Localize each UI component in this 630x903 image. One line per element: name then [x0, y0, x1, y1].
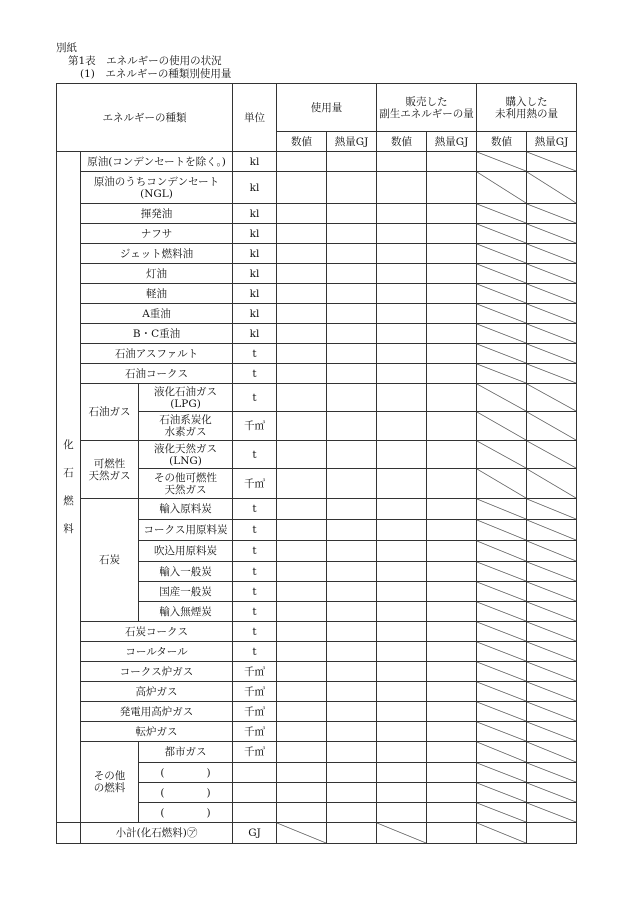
subheader-usage-value: 数値 [277, 132, 327, 152]
row-21-purchased-heat [527, 622, 577, 642]
row-23-purchased-heat [527, 662, 577, 682]
row-27-purchased-heat [527, 742, 577, 763]
row-11-sold-value[interactable] [377, 384, 427, 412]
row-20-purchased-heat [527, 602, 577, 622]
row-1-name-line: 原油のうちコンデンセート [93, 175, 220, 188]
group-other-fuels-line: の燃料 [93, 782, 126, 794]
row-16-energy-name: コークス用原料炭 [139, 520, 233, 541]
row-7-purchased-heat [527, 304, 577, 324]
row-26-purchased-heat [527, 722, 577, 742]
row-18-usage-value[interactable] [277, 562, 327, 582]
row-11-usage-heat[interactable] [327, 384, 377, 412]
row-5-usage-heat[interactable] [327, 264, 377, 284]
row-18-usage-heat[interactable] [327, 562, 377, 582]
row-7-sold-value[interactable] [377, 304, 427, 324]
row-11-name-line: (LPG) [170, 397, 201, 410]
row-20-energy-name: 輸入無煙炭 [139, 602, 233, 622]
row-10-sold-value[interactable] [377, 364, 427, 384]
header-usage: 使用量 [277, 84, 377, 132]
row-3-purchased-value [477, 224, 527, 244]
row-9-usage-heat[interactable] [327, 344, 377, 364]
row-8-unit: kl [233, 324, 277, 344]
row-8-energy-name: B・C重油 [81, 324, 233, 344]
row-26-sold-heat[interactable] [427, 722, 477, 742]
row-9-sold-value[interactable] [377, 344, 427, 364]
row-7-purchased-value [477, 304, 527, 324]
row-1-purchased-heat [527, 172, 577, 204]
row-0-usage-value[interactable] [277, 152, 327, 172]
row-30-unit [233, 803, 277, 823]
row-3-usage-value[interactable] [277, 224, 327, 244]
header-unit: 単位 [233, 84, 277, 152]
row-3-sold-heat[interactable] [427, 224, 477, 244]
subheader-sold-value: 数値 [377, 132, 427, 152]
row-28-usage-value[interactable] [277, 763, 327, 783]
row-9-unit: t [233, 344, 277, 364]
row-5-sold-heat[interactable] [427, 264, 477, 284]
row-10-energy-name: 石油コークス [81, 364, 233, 384]
row-7-usage-heat[interactable] [327, 304, 377, 324]
row-15-purchased-heat [527, 499, 577, 520]
row-11-purchased-value [477, 384, 527, 412]
group-other-fuels [81, 742, 139, 823]
row-21-sold-heat[interactable] [427, 622, 477, 642]
row-9-purchased-heat [527, 344, 577, 364]
section-subtitle: (1) エネルギーの種類別使用量 [80, 68, 232, 80]
row-5-usage-value[interactable] [277, 264, 327, 284]
fossil-fuel-label [57, 152, 81, 823]
row-16-usage-heat[interactable] [327, 520, 377, 541]
header-energy-type: エネルギーの種類 [57, 84, 233, 152]
row-10-purchased-value [477, 364, 527, 384]
header-purchased-heat [477, 84, 577, 132]
row-8-purchased-heat [527, 324, 577, 344]
row-30-usage-value[interactable] [277, 803, 327, 823]
row-23-energy-name: コークス炉ガス [81, 662, 233, 682]
row-13-name-line: (LNG) [169, 454, 202, 467]
row-22-sold-heat[interactable] [427, 642, 477, 662]
row-14-sold-value[interactable] [377, 469, 427, 499]
row-1-energy-name [81, 172, 233, 204]
row-1-name-line: (NGL) [140, 187, 173, 200]
row-21-sold-value[interactable] [377, 622, 427, 642]
row-14-name-line: 天然ガス [164, 483, 207, 496]
row-30-purchased-value [477, 803, 527, 823]
row-19-sold-heat[interactable] [427, 582, 477, 602]
row-28-energy-name: ( ) [139, 763, 233, 783]
row-22-usage-heat[interactable] [327, 642, 377, 662]
group-coal: 石炭 [81, 499, 139, 622]
row-28-usage-heat[interactable] [327, 763, 377, 783]
row-23-sold-heat[interactable] [427, 662, 477, 682]
row-14-usage-heat[interactable] [327, 469, 377, 499]
row-25-usage-value[interactable] [277, 702, 327, 722]
row-4-purchased-heat [527, 244, 577, 264]
row-28-purchased-heat [527, 763, 577, 783]
row-12-sold-value[interactable] [377, 412, 427, 441]
row-25-sold-value[interactable] [377, 702, 427, 722]
row-4-energy-name: ジェット燃料油 [81, 244, 233, 264]
row-1-usage-heat[interactable] [327, 172, 377, 204]
row-11-usage-value[interactable] [277, 384, 327, 412]
row-subtotal-usage-heat[interactable] [327, 823, 377, 844]
subheader-usage-heat: 熱量GJ [327, 132, 377, 152]
row-14-purchased-value [477, 469, 527, 499]
row-0-energy-name: 原油(コンデンセートを除く。) [81, 152, 233, 172]
row-13-sold-heat[interactable] [427, 441, 477, 469]
row-4-usage-value[interactable] [277, 244, 327, 264]
row-28-unit [233, 763, 277, 783]
row-4-sold-heat[interactable] [427, 244, 477, 264]
row-23-usage-value[interactable] [277, 662, 327, 682]
group-other-fuels-line: その他 [93, 770, 126, 782]
row-10-usage-value[interactable] [277, 364, 327, 384]
row-25-purchased-heat [527, 702, 577, 722]
row-13-purchased-value [477, 441, 527, 469]
row-16-unit: t [233, 520, 277, 541]
row-12-name-line: 石油系炭化 [159, 414, 212, 426]
row-11-name-line: 液化石油ガス [154, 385, 217, 398]
row-23-purchased-value [477, 662, 527, 682]
row-24-purchased-heat [527, 682, 577, 702]
row-28-sold-heat[interactable] [427, 763, 477, 783]
row-4-unit: kl [233, 244, 277, 264]
row-10-unit: t [233, 364, 277, 384]
row-5-purchased-heat [527, 264, 577, 284]
row-26-usage-heat[interactable] [327, 722, 377, 742]
row-19-usage-value[interactable] [277, 582, 327, 602]
row-7-sold-heat[interactable] [427, 304, 477, 324]
row-26-usage-value[interactable] [277, 722, 327, 742]
row-3-unit: kl [233, 224, 277, 244]
row-15-unit: t [233, 499, 277, 520]
row-21-energy-name: 石炭コークス [81, 622, 233, 642]
row-21-unit: t [233, 622, 277, 642]
row-8-usage-value[interactable] [277, 324, 327, 344]
row-27-usage-value[interactable] [277, 742, 327, 763]
row-2-usage-value[interactable] [277, 204, 327, 224]
row-2-purchased-value [477, 204, 527, 224]
row-29-usage-value[interactable] [277, 783, 327, 803]
row-1-usage-value[interactable] [277, 172, 327, 204]
row-27-sold-value[interactable] [377, 742, 427, 763]
row-22-energy-name: コールタール [81, 642, 233, 662]
row-7-usage-value[interactable] [277, 304, 327, 324]
row-27-energy-name: 都市ガス [139, 742, 233, 763]
row-21-usage-heat[interactable] [327, 622, 377, 642]
row-15-usage-heat[interactable] [327, 499, 377, 520]
row-9-energy-name: 石油アスファルト [81, 344, 233, 364]
row-12-energy-name [139, 412, 233, 441]
row-30-usage-heat[interactable] [327, 803, 377, 823]
group-flammable-natural-gas-line: 天然ガス [88, 469, 131, 482]
row-14-sold-heat[interactable] [427, 469, 477, 499]
row-17-purchased-value [477, 541, 527, 562]
row-16-sold-heat[interactable] [427, 520, 477, 541]
row-19-sold-value[interactable] [377, 582, 427, 602]
row-16-sold-value[interactable] [377, 520, 427, 541]
header-sold-line2: 副生エネルギーの量 [379, 107, 474, 120]
row-28-purchased-value [477, 763, 527, 783]
row-20-usage-heat[interactable] [327, 602, 377, 622]
row-14-usage-value[interactable] [277, 469, 327, 499]
row-26-energy-name: 転炉ガス [81, 722, 233, 742]
row-2-energy-name: 揮発油 [81, 204, 233, 224]
row-4-sold-value[interactable] [377, 244, 427, 264]
row-2-purchased-heat [527, 204, 577, 224]
row-16-purchased-heat [527, 520, 577, 541]
row-7-unit: kl [233, 304, 277, 324]
row-13-sold-value[interactable] [377, 441, 427, 469]
row-18-purchased-heat [527, 562, 577, 582]
row-11-sold-heat[interactable] [427, 384, 477, 412]
row-26-purchased-value [477, 722, 527, 742]
row-subtotal-usage-value [277, 823, 327, 844]
row-25-purchased-value [477, 702, 527, 722]
row-8-sold-value[interactable] [377, 324, 427, 344]
row-27-sold-heat[interactable] [427, 742, 477, 763]
row-2-sold-value[interactable] [377, 204, 427, 224]
row-28-sold-value[interactable] [377, 763, 427, 783]
row-13-energy-name [139, 441, 233, 469]
row-16-usage-value[interactable] [277, 520, 327, 541]
row-3-purchased-heat [527, 224, 577, 244]
row-29-energy-name: ( ) [139, 783, 233, 803]
row-27-purchased-value [477, 742, 527, 763]
row-0-sold-heat[interactable] [427, 152, 477, 172]
row-24-usage-heat[interactable] [327, 682, 377, 702]
row-26-sold-value[interactable] [377, 722, 427, 742]
row-subtotal-purchased-heat[interactable] [527, 823, 577, 844]
row-12-sold-heat[interactable] [427, 412, 477, 441]
row-6-energy-name: 軽油 [81, 284, 233, 304]
row-3-energy-name: ナフサ [81, 224, 233, 244]
row-24-sold-heat[interactable] [427, 682, 477, 702]
row-18-energy-name: 輸入一般炭 [139, 562, 233, 582]
row-9-purchased-value [477, 344, 527, 364]
row-29-purchased-value [477, 783, 527, 803]
row-15-purchased-value [477, 499, 527, 520]
row-0-purchased-heat [527, 152, 577, 172]
row-6-unit: kl [233, 284, 277, 304]
row-19-unit: t [233, 582, 277, 602]
row-0-unit: kl [233, 152, 277, 172]
row-4-usage-heat[interactable] [327, 244, 377, 264]
subheader-sold-heat: 熱量GJ [427, 132, 477, 152]
row-10-purchased-heat [527, 364, 577, 384]
row-24-usage-value[interactable] [277, 682, 327, 702]
row-30-energy-name: ( ) [139, 803, 233, 823]
row-14-purchased-heat [527, 469, 577, 499]
row-24-unit: 千㎥ [233, 682, 277, 702]
row-19-purchased-heat [527, 582, 577, 602]
row-6-usage-heat[interactable] [327, 284, 377, 304]
row-25-usage-heat[interactable] [327, 702, 377, 722]
group-flammable-natural-gas [81, 441, 139, 499]
row-24-sold-value[interactable] [377, 682, 427, 702]
row-3-sold-value[interactable] [377, 224, 427, 244]
row-22-purchased-heat [527, 642, 577, 662]
row-15-sold-heat[interactable] [427, 499, 477, 520]
row-25-energy-name: 発電用高炉ガス [81, 702, 233, 722]
row-30-sold-heat[interactable] [427, 803, 477, 823]
row-20-usage-value[interactable] [277, 602, 327, 622]
row-0-sold-value[interactable] [377, 152, 427, 172]
row-6-purchased-value [477, 284, 527, 304]
row-13-unit: t [233, 441, 277, 469]
row-19-energy-name: 国産一般炭 [139, 582, 233, 602]
subtotal-unit: GJ [233, 823, 277, 844]
row-8-purchased-value [477, 324, 527, 344]
row-5-energy-name: 灯油 [81, 264, 233, 284]
row-12-usage-heat[interactable] [327, 412, 377, 441]
row-4-purchased-value [477, 244, 527, 264]
row-0-purchased-value [477, 152, 527, 172]
row-25-unit: 千㎥ [233, 702, 277, 722]
row-12-unit: 千㎥ [233, 412, 277, 441]
table-title: 第1表 エネルギーの使用の状況 [68, 55, 222, 67]
row-17-sold-value[interactable] [377, 541, 427, 562]
row-19-usage-heat[interactable] [327, 582, 377, 602]
row-26-unit: 千㎥ [233, 722, 277, 742]
row-19-purchased-value [477, 582, 527, 602]
row-5-purchased-value [477, 264, 527, 284]
row-11-energy-name [139, 384, 233, 412]
row-29-unit [233, 783, 277, 803]
row-8-sold-heat[interactable] [427, 324, 477, 344]
row-23-sold-value[interactable] [377, 662, 427, 682]
header-purchased-line1: 購入した [505, 95, 548, 108]
row-22-usage-value[interactable] [277, 642, 327, 662]
row-14-unit: 千㎥ [233, 469, 277, 499]
row-30-sold-value[interactable] [377, 803, 427, 823]
row-16-purchased-value [477, 520, 527, 541]
header-sold-byproduct [377, 84, 477, 132]
row-18-sold-value[interactable] [377, 562, 427, 582]
row-6-sold-value[interactable] [377, 284, 427, 304]
row-11-purchased-heat [527, 384, 577, 412]
subtotal-spacer [57, 823, 81, 844]
row-6-purchased-heat [527, 284, 577, 304]
row-1-purchased-value [477, 172, 527, 204]
row-21-usage-value[interactable] [277, 622, 327, 642]
subheader-purchased-heat: 熱量GJ [527, 132, 577, 152]
row-21-purchased-value [477, 622, 527, 642]
row-7-energy-name: A重油 [81, 304, 233, 324]
row-1-sold-value[interactable] [377, 172, 427, 204]
row-20-purchased-value [477, 602, 527, 622]
row-17-usage-value[interactable] [277, 541, 327, 562]
row-22-unit: t [233, 642, 277, 662]
row-3-usage-heat[interactable] [327, 224, 377, 244]
row-14-energy-name [139, 469, 233, 499]
fossil-fuel-char: 料 [63, 523, 74, 535]
row-13-name-line: 液化天然ガス [154, 442, 217, 455]
row-0-usage-heat[interactable] [327, 152, 377, 172]
row-9-usage-value[interactable] [277, 344, 327, 364]
row-5-sold-value[interactable] [377, 264, 427, 284]
row-subtotal-purchased-value [477, 823, 527, 844]
row-11-unit: t [233, 384, 277, 412]
row-25-sold-heat[interactable] [427, 702, 477, 722]
row-20-sold-heat[interactable] [427, 602, 477, 622]
group-flammable-natural-gas-line: 可燃性 [93, 457, 126, 470]
row-18-sold-heat[interactable] [427, 562, 477, 582]
header-sold-line1: 販売した [405, 95, 448, 108]
row-29-sold-value[interactable] [377, 783, 427, 803]
row-8-usage-heat[interactable] [327, 324, 377, 344]
row-10-sold-heat[interactable] [427, 364, 477, 384]
row-24-purchased-value [477, 682, 527, 702]
row-15-sold-value[interactable] [377, 499, 427, 520]
row-17-energy-name: 吹込用原料炭 [139, 541, 233, 562]
energy-usage-table [56, 83, 577, 844]
row-22-purchased-value [477, 642, 527, 662]
row-18-unit: t [233, 562, 277, 582]
row-1-sold-heat[interactable] [427, 172, 477, 204]
row-20-unit: t [233, 602, 277, 622]
appendix-label: 別紙 [56, 42, 77, 54]
row-12-name-line: 水素ガス [164, 426, 207, 438]
fossil-fuel-char: 燃 [63, 495, 74, 507]
row-27-unit: 千㎥ [233, 742, 277, 763]
row-15-energy-name: 輸入原料炭 [139, 499, 233, 520]
row-23-unit: 千㎥ [233, 662, 277, 682]
row-29-sold-heat[interactable] [427, 783, 477, 803]
row-subtotal-sold-heat[interactable] [427, 823, 477, 844]
row-17-usage-heat[interactable] [327, 541, 377, 562]
row-9-sold-heat[interactable] [427, 344, 477, 364]
row-12-usage-value[interactable] [277, 412, 327, 441]
row-18-purchased-value [477, 562, 527, 582]
row-29-usage-heat[interactable] [327, 783, 377, 803]
row-17-purchased-heat [527, 541, 577, 562]
row-1-unit: kl [233, 172, 277, 204]
row-17-unit: t [233, 541, 277, 562]
row-5-unit: kl [233, 264, 277, 284]
row-10-usage-heat[interactable] [327, 364, 377, 384]
row-subtotal-sold-value [377, 823, 427, 844]
row-2-unit: kl [233, 204, 277, 224]
row-6-usage-value[interactable] [277, 284, 327, 304]
row-14-name-line: その他可燃性 [154, 471, 217, 484]
fossil-fuel-char: 化 [63, 439, 74, 451]
fossil-fuel-char: 石 [63, 467, 74, 479]
row-17-sold-heat[interactable] [427, 541, 477, 562]
row-13-purchased-heat [527, 441, 577, 469]
subheader-purchased-value: 数値 [477, 132, 527, 152]
row-12-purchased-heat [527, 412, 577, 441]
row-23-usage-heat[interactable] [327, 662, 377, 682]
row-12-purchased-value [477, 412, 527, 441]
row-2-usage-heat[interactable] [327, 204, 377, 224]
group-petroleum-gas: 石油ガス [81, 384, 139, 441]
subtotal-label: 小計(化石燃料)㋐ [81, 823, 233, 844]
row-13-usage-value[interactable] [277, 441, 327, 469]
row-2-sold-heat[interactable] [427, 204, 477, 224]
row-13-usage-heat[interactable] [327, 441, 377, 469]
row-15-usage-value[interactable] [277, 499, 327, 520]
row-20-sold-value[interactable] [377, 602, 427, 622]
row-24-energy-name: 高炉ガス [81, 682, 233, 702]
row-27-usage-heat[interactable] [327, 742, 377, 763]
row-30-purchased-heat [527, 803, 577, 823]
header-purchased-line2: 未利用熱の量 [495, 107, 559, 120]
row-29-purchased-heat [527, 783, 577, 803]
row-22-sold-value[interactable] [377, 642, 427, 662]
row-6-sold-heat[interactable] [427, 284, 477, 304]
